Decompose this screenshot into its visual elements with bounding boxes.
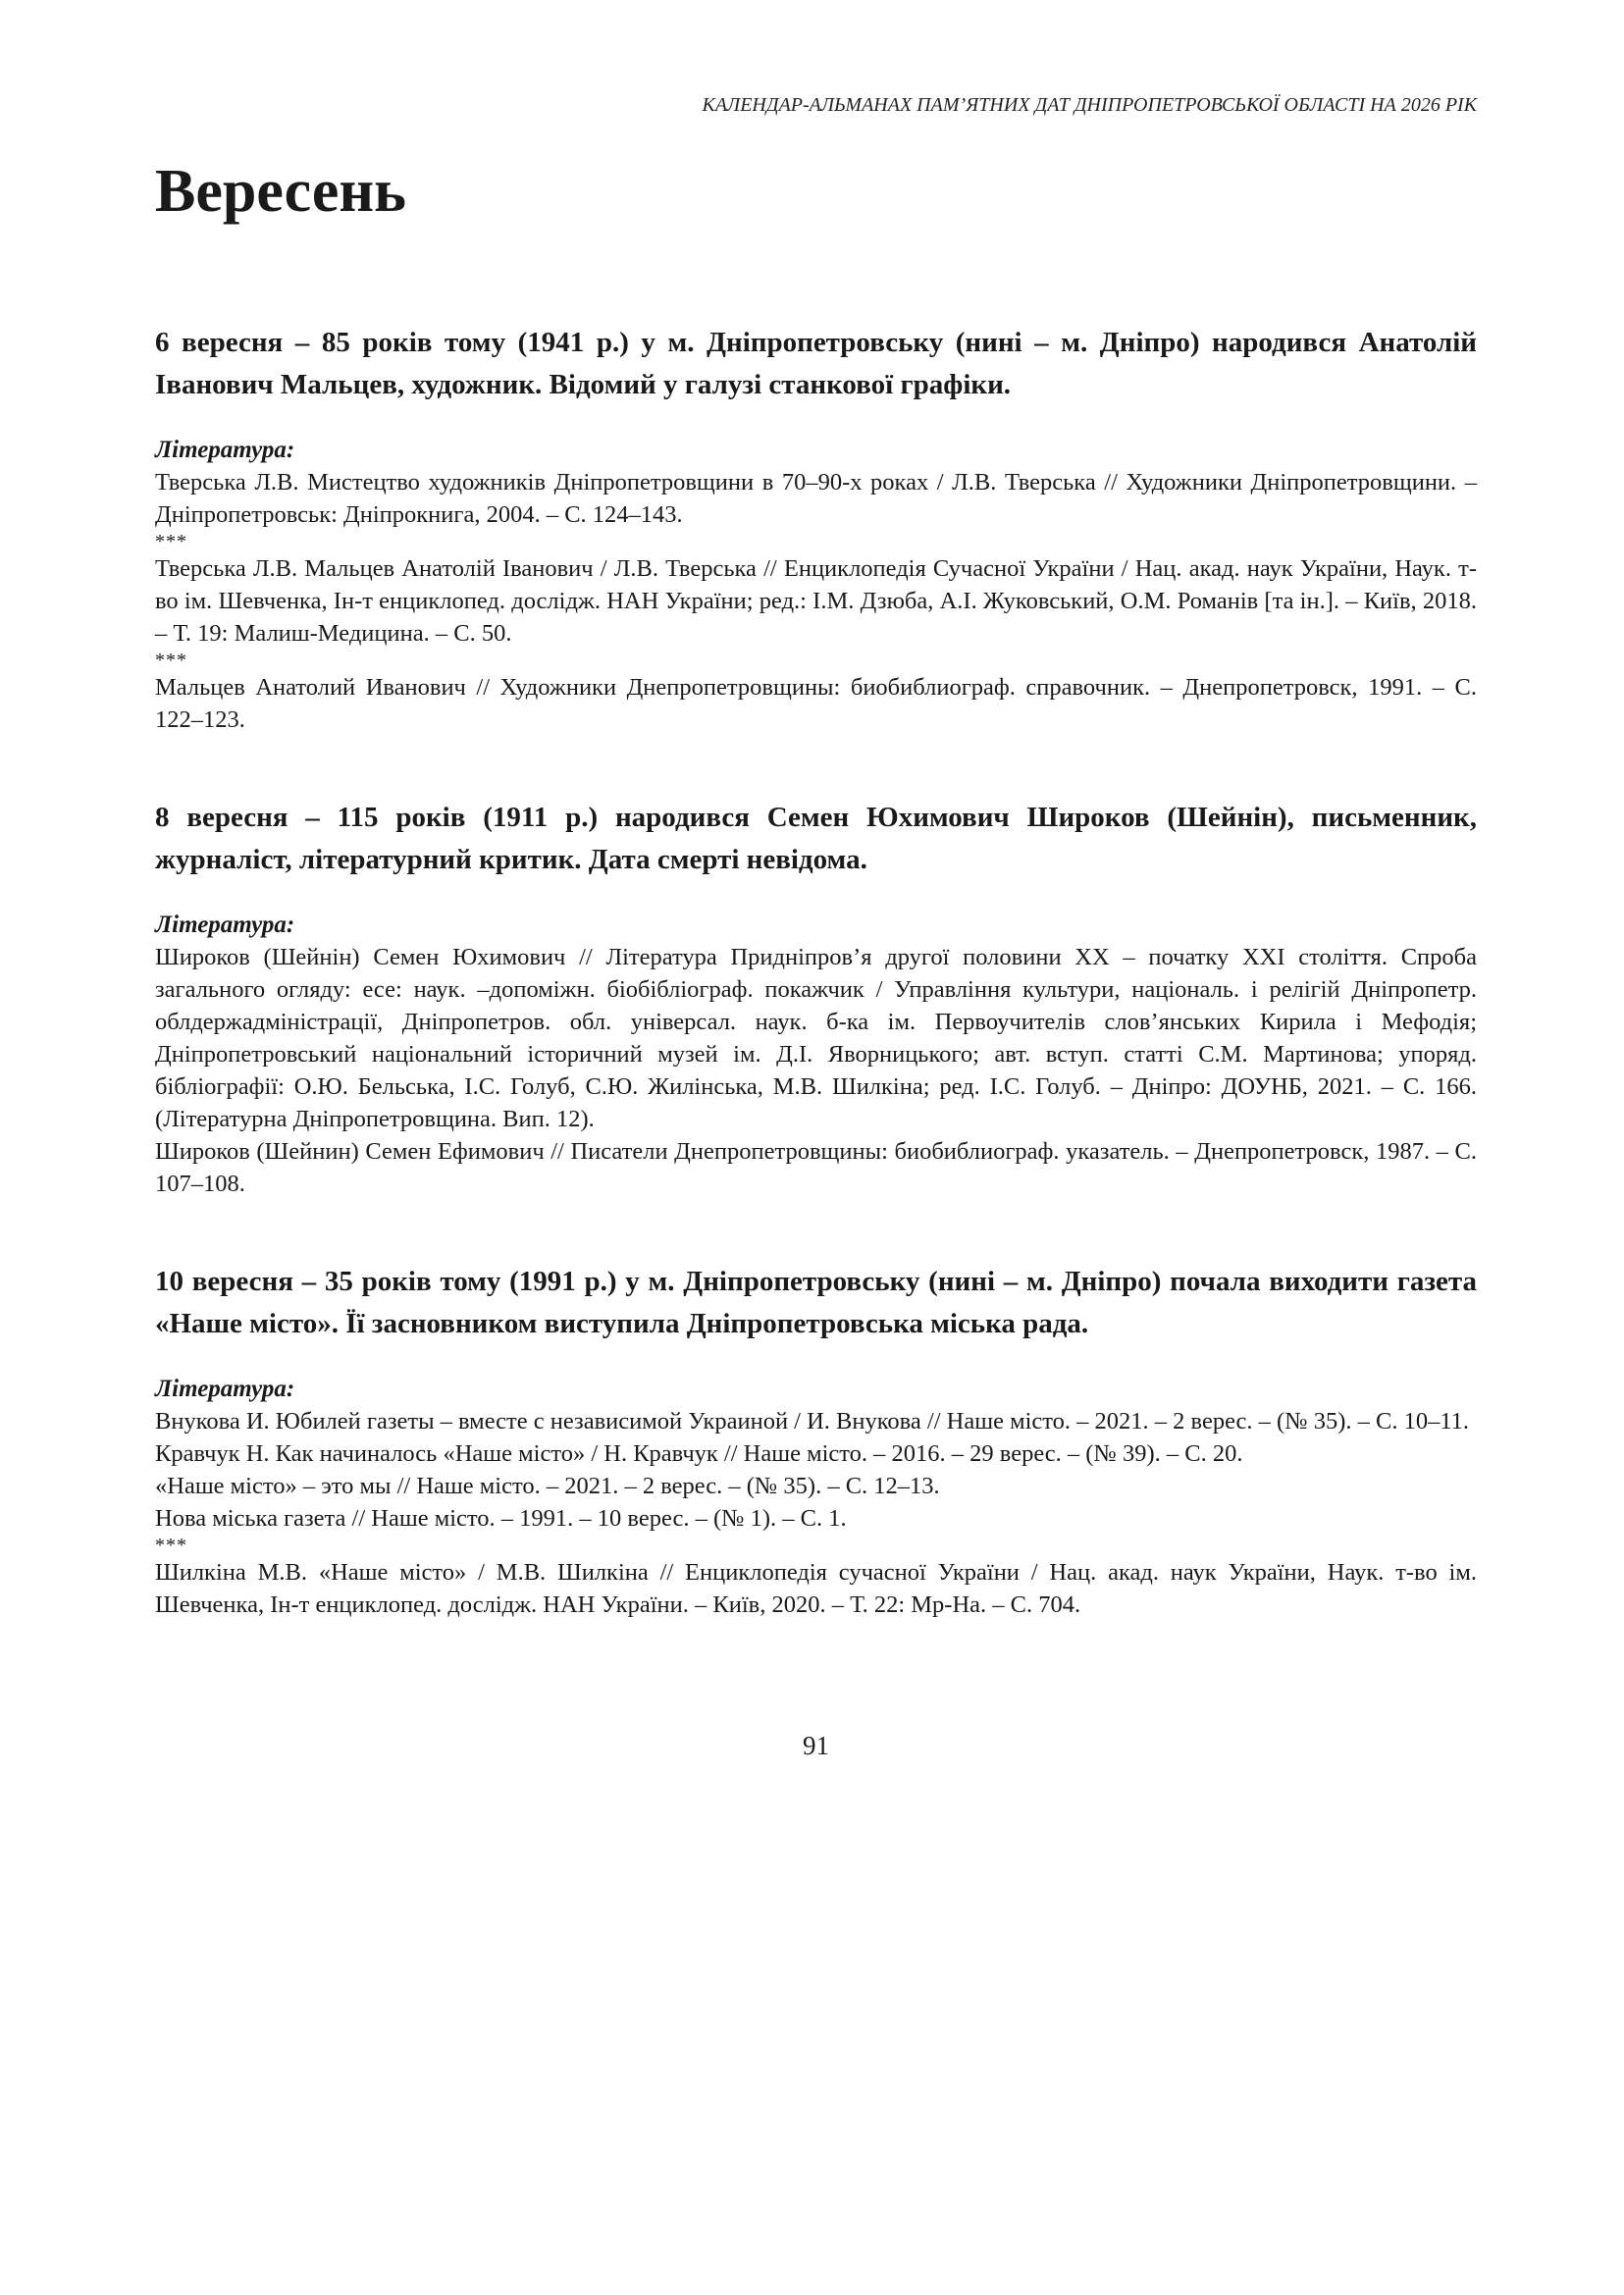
literature-label: Література: bbox=[155, 437, 295, 463]
section-heading: 8 вересня – 115 років (1911 р.) народився Семен Юхимович Широков (Шейнін), письменник, журналіст, літературний критик. Дата смерті невідома. bbox=[155, 802, 1477, 875]
month-title: Вересень bbox=[155, 158, 406, 225]
literature-label: Література: bbox=[155, 912, 295, 938]
reference-entry: Широков (Шейнин) Семен Ефимович // Писатели Днепропетровщины: биобиблиограф. указатель. – Днепропетровск, 1987. – С. 107–108. bbox=[155, 1138, 1477, 1197]
anniversary-section bbox=[155, 322, 1477, 736]
reference-entry: Тверська Л.В. Мистецтво художників Дніпропетровщини в 70–90-х роках / Л.В. Тверська // Художники Дніпропетровщини. – Дніпропетровськ: Дніпрокнига, 2004. – С. 124–143. bbox=[155, 469, 1477, 528]
anniversary-section bbox=[155, 797, 1477, 1200]
separator: *** bbox=[155, 1535, 187, 1556]
section-heading: 10 вересня – 35 років тому (1991 р.) у м. Дніпропетровську (нині – м. Дніпро) почала виходити газета «Наше місто». Її засновником виступила Дніпропетровська міська рада. bbox=[155, 1266, 1477, 1339]
reference-entry: «Наше місто» – это мы // Наше місто. – 2021. – 2 верес. – (№ 35). – С. 12–13. bbox=[155, 1473, 940, 1499]
page-number: 91 bbox=[803, 1731, 829, 1760]
literature-label: Література: bbox=[155, 1376, 295, 1402]
reference-entry: Нова міська газета // Наше місто. – 1991. – 10 верес. – (№ 1). – С. 1. bbox=[155, 1505, 847, 1532]
running-header: КАЛЕНДАР-АЛЬМАНАХ ПАМ’ЯТНИХ ДАТ ДНІПРОПЕТРОВСЬКОЇ ОБЛАСТІ НА 2026 РІК bbox=[702, 94, 1477, 116]
sections bbox=[155, 322, 1477, 1682]
separator: *** bbox=[155, 650, 187, 671]
reference-entry: Шилкіна М.В. «Наше місто» / М.В. Шилкіна // Енциклопедія сучасної України / Нац. акад. наук України, Наук. т-во ім. Шевченка, Ін-т енциклопед. дослідж. НАН України. – Київ, 2020. – Т. 22: Мр-На. – С. 704. bbox=[155, 1559, 1477, 1618]
anniversary-section bbox=[155, 1261, 1477, 1621]
reference-entry: Широков (Шейнін) Семен Юхимович // Література Придніпров’я другої половини ХХ – початку ХХІ століття. Спроба загального огляду: есе: наук. –допоміжн. біобібліограф. покажчик / Управління культури, національ. і релігій Дніпропетр. облдержадміністрації, Дніпропетров. обл. універсал. наук. б-ка ім. Первоучителів слов’янських Кирила і Мефодія; Дніпропетровський національний історичний музей ім. Д.І. Яворницького; авт. вступ. статті С.М. Мартинова; упоряд. бібліографії: О.Ю. Бельська, І.С. Голуб, С.Ю. Жилінська, М.В. Шилкіна; ред. І.С. Голуб. – Дніпро: ДОУНБ, 2021. – С. 166. (Літературна Дніпропетровщина. Вип. 12). bbox=[155, 944, 1477, 1132]
section-heading: 6 вересня – 85 років тому (1941 р.) у м. Дніпропетровську (нині – м. Дніпро) народився Анатолій Іванович Мальцев, художник. Відомий у галузі станкової графіки. bbox=[155, 327, 1477, 400]
reference-entry: Тверська Л.В. Мальцев Анатолій Іванович / Л.В. Тверська // Енциклопедія Сучасної України / Нац. акад. наук України, Наук. т-во ім. Шевченка, Ін-т енциклопед. дослідж. НАН України; ред.: І.М. Дзюба, А.І. Жуковський, О.М. Романів [та ін.]. – Київ, 2018. – Т. 19: Малиш-Медицина. – С. 50. bbox=[155, 555, 1477, 647]
reference-entry: Мальцев Анатолий Иванович // Художники Днепропетровщины: биобиблиограф. справочник. – Днепропетровск, 1991. – С. 122–123. bbox=[155, 674, 1477, 733]
separator: *** bbox=[155, 531, 187, 552]
reference-entry: Кравчук Н. Как начиналось «Наше місто» / Н. Кравчук // Наше місто. – 2016. – 29 верес. – (№ 39). – С. 20. bbox=[155, 1440, 1243, 1467]
reference-entry: Внукова И. Юбилей газеты – вместе с независимой Украиной / И. Внукова // Наше місто. – 2021. – 2 верес. – (№ 35). – С. 10–11. bbox=[155, 1408, 1470, 1434]
